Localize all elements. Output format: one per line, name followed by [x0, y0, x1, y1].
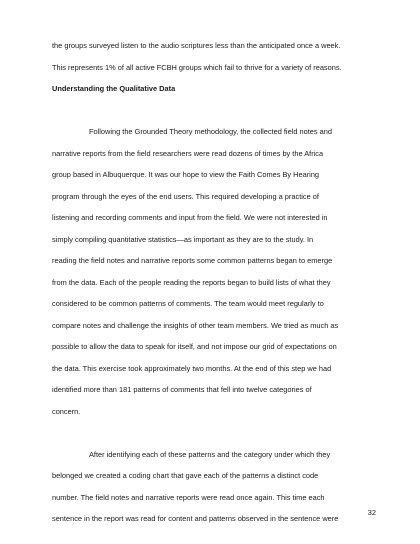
text-line: considered to be common patterns of comments. The team would meet regularly to	[52, 300, 324, 308]
page-number: 32	[367, 508, 376, 517]
text-line: the data. This exercise took approximately two months. At the end of this step we had	[52, 364, 332, 373]
text-line: This represents 1% of all active FCBH groups which fail to thrive for a variety of reasons.	[52, 63, 342, 72]
text-line: compare notes and challenge the insights of other team members. We tried as much as	[52, 321, 339, 330]
paragraph-2	[52, 451, 376, 537]
intro-text	[52, 42, 376, 85]
text-line: listening and recording comments and input from the field. We were not interested in	[52, 214, 328, 222]
text-line: sentence in the report was read for content and patterns observed in the sentence were	[52, 515, 339, 523]
section-heading: Understanding the Qualitative Data	[52, 84, 176, 93]
text-line: narrative reports from the field researchers were read dozens of times by the Africa	[52, 149, 324, 158]
text-line: After identifying each of these patterns and the category under which they	[89, 450, 331, 459]
spacer	[52, 107, 376, 129]
text-line: simply compiling quantitative statistics—as important as they are to the study. In	[52, 235, 314, 244]
text-line: reading the field notes and narrative reports some common patterns began to emerge	[52, 257, 333, 265]
text-line: number. The field notes and narrative reports were read once again. This time each	[52, 493, 325, 502]
text-line: identified more than 181 patterns of comments that fell into twelve categories of	[52, 386, 312, 394]
paragraph-1	[52, 128, 376, 429]
spacer	[52, 429, 376, 451]
text-line: from the data. Each of the people reading the reports began to build lists of what they	[52, 278, 331, 287]
text-line: concern.	[52, 407, 81, 416]
text-line: Following the Grounded Theory methodology, the collected field notes and	[89, 128, 332, 136]
text-line: belonged we created a coding chart that gave each of the patterns a distinct code	[52, 472, 319, 480]
text-line: group based in Albuquerque. It was our hope to view the Faith Comes By Hearing	[52, 171, 320, 179]
text-line: possible to allow the data to speak for itself, and not impose our grid of expectations on	[52, 343, 337, 351]
text-line: program through the eyes of the end users. This required developing a practice of	[52, 192, 319, 201]
text-line: the groups surveyed listen to the audio scriptures less than the anticipated once a week.	[52, 42, 341, 50]
